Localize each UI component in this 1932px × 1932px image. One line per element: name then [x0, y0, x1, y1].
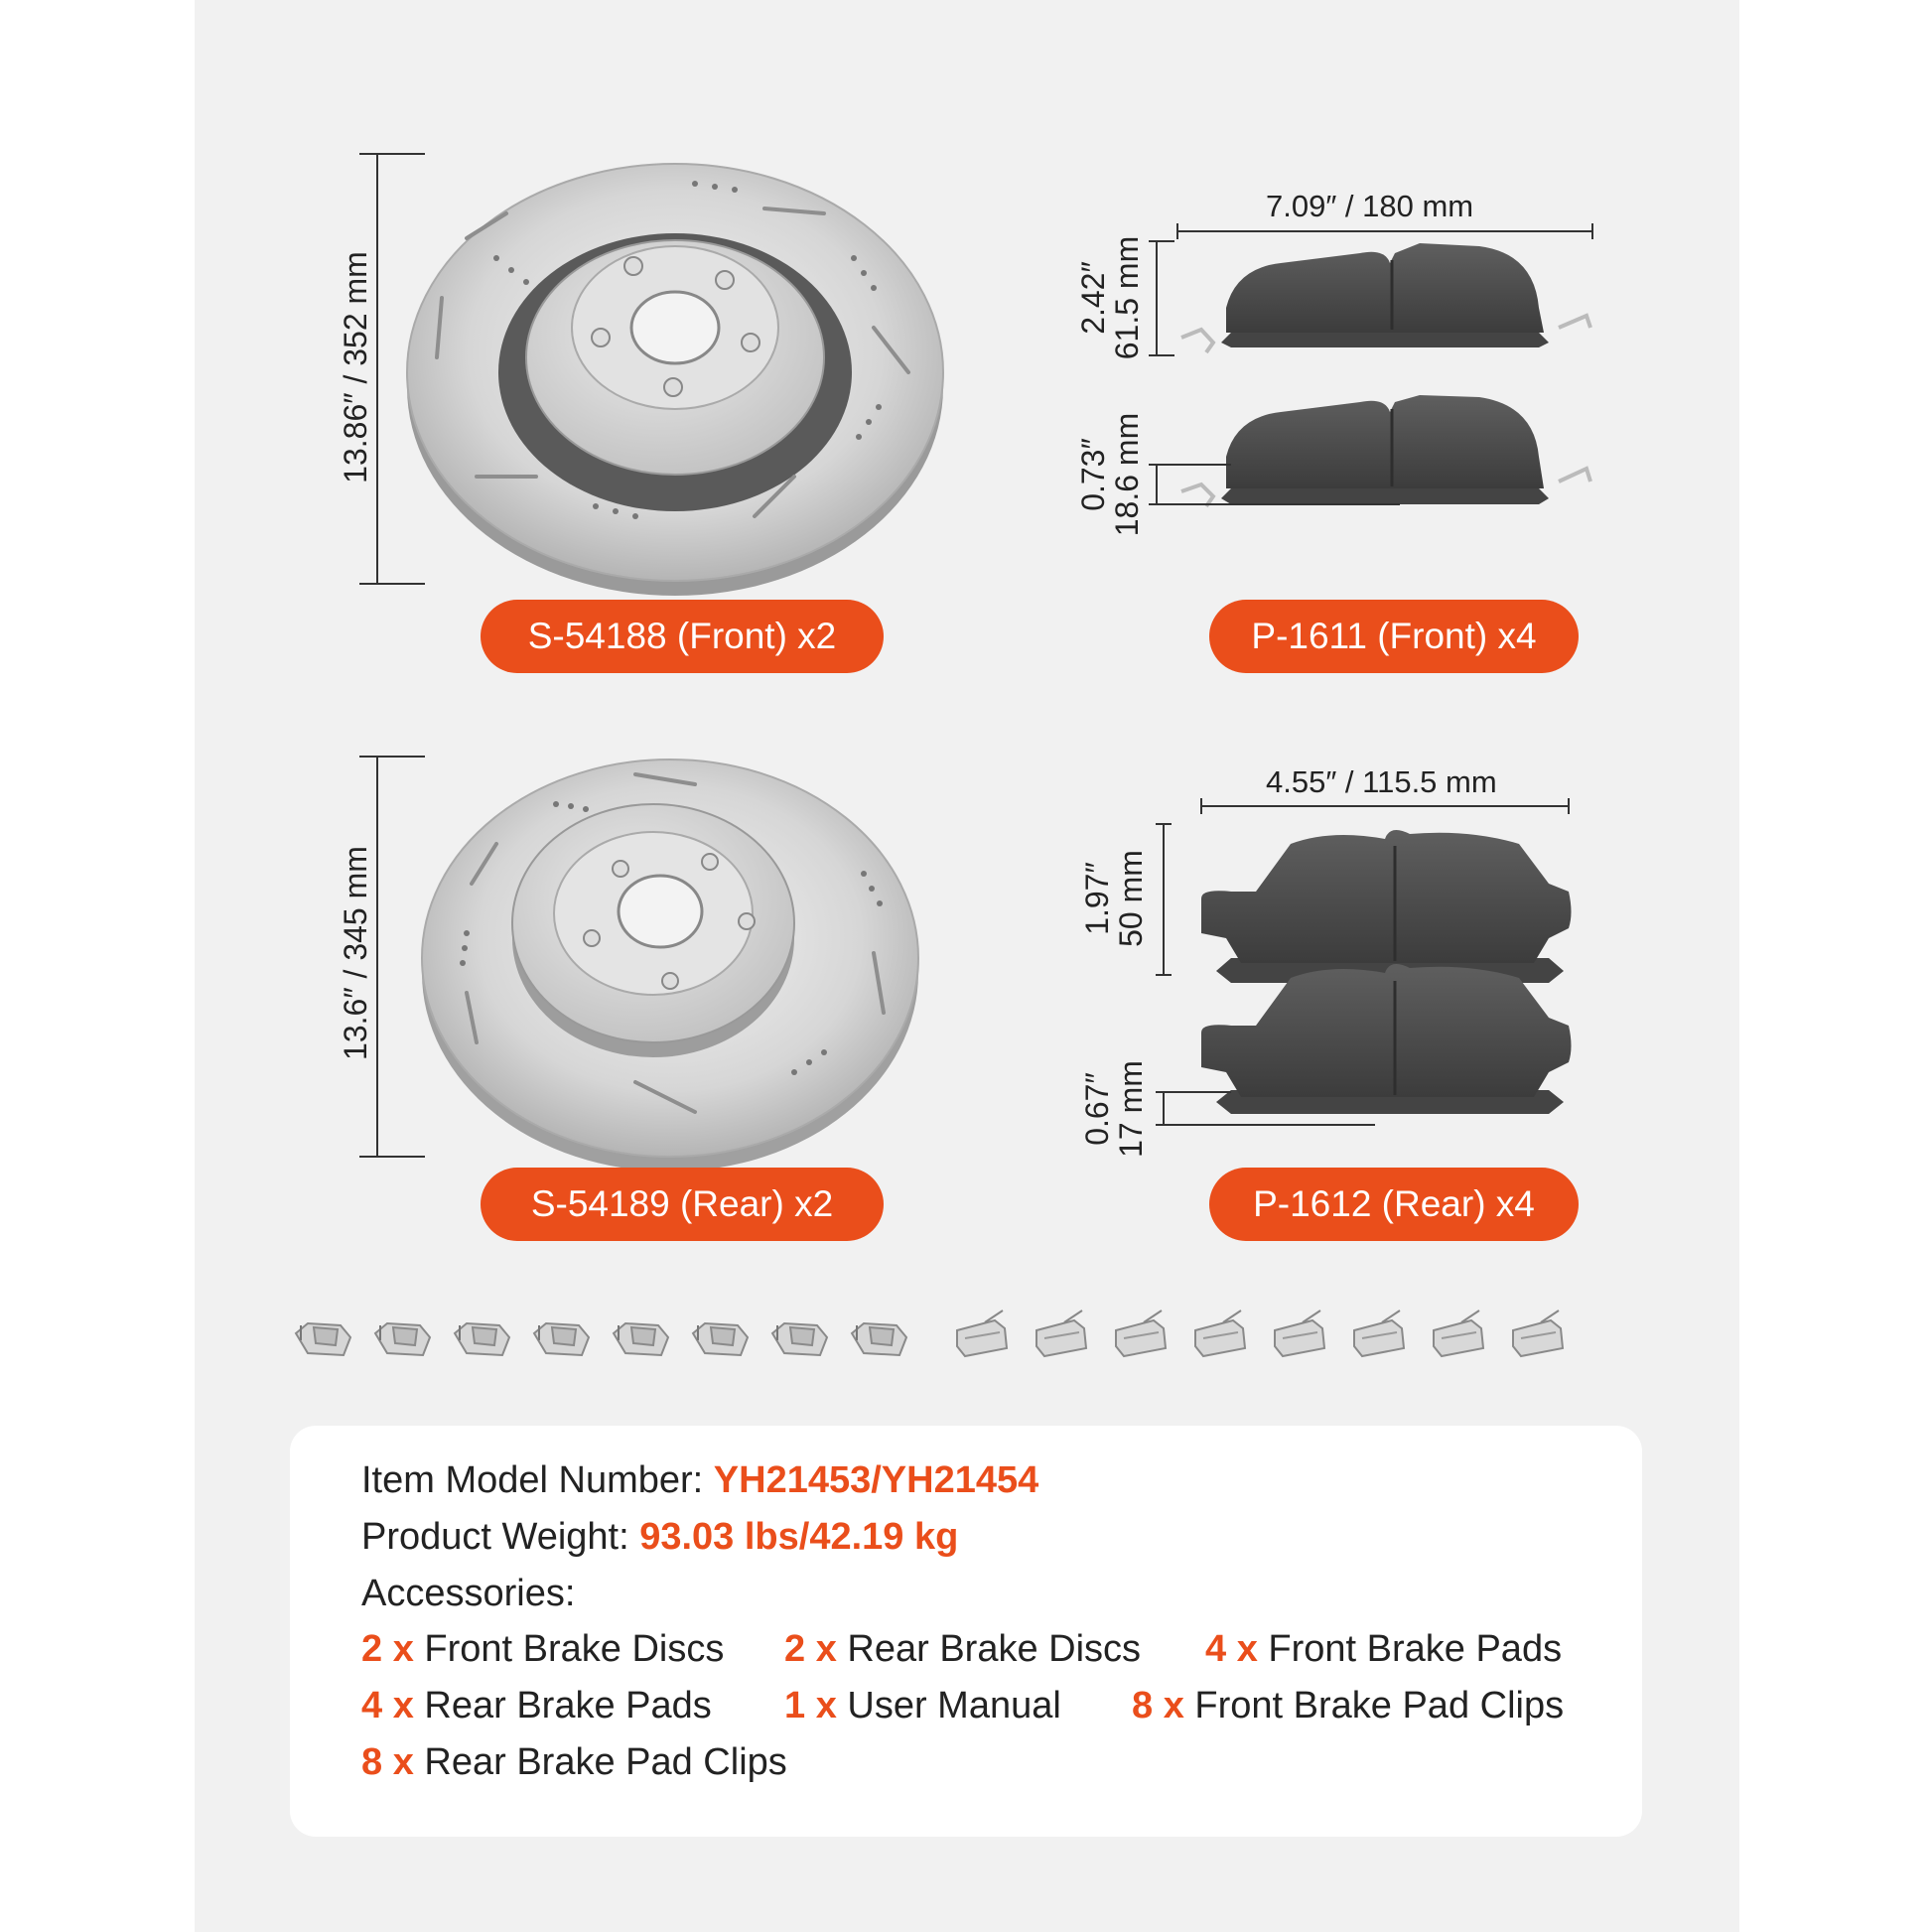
accessory-count: 2 x [361, 1628, 414, 1670]
rear-pads-image [1201, 830, 1572, 1114]
product-weight-label: Product Weight: [361, 1516, 629, 1558]
accessory-name: Front Brake Discs [424, 1628, 725, 1670]
front-pad-width-dimension: 7.09″ / 180 mm [1266, 189, 1474, 223]
accessory-name: Front Brake Pad Clips [1194, 1685, 1565, 1726]
product-weight-row [361, 1516, 958, 1559]
rear-pad-clips-image [957, 1311, 1563, 1356]
rear-disc-image [422, 759, 918, 1172]
front-pad-label: P-1611 (Front) x4 [1209, 600, 1579, 673]
accessory-count: 4 x [1205, 1628, 1258, 1670]
front-pad-thickness-dimension: 0.73″ 18.6 mm [1075, 412, 1145, 537]
accessory-item [784, 1685, 1061, 1727]
rear-disc-dimension: 13.6″ / 345 mm [338, 846, 373, 1060]
front-disc-dimension: 13.86″ / 352 mm [338, 251, 373, 483]
accessory-name: Front Brake Pads [1268, 1628, 1563, 1670]
accessory-count: 8 x [1132, 1685, 1184, 1726]
model-number-label: Item Model Number: [361, 1459, 704, 1501]
accessory-count: 8 x [361, 1741, 414, 1783]
rear-pad-height-dimension: 1.97″ 50 mm [1079, 850, 1149, 947]
front-pads-image [1181, 243, 1590, 506]
accessory-name: Rear Brake Pad Clips [424, 1741, 787, 1783]
accessory-count: 1 x [784, 1685, 837, 1726]
accessory-count: 2 x [784, 1628, 837, 1670]
accessory-count: 4 x [361, 1685, 414, 1726]
front-pad-clips-image [296, 1323, 906, 1355]
rear-pad-label: P-1612 (Rear) x4 [1209, 1168, 1579, 1241]
rear-pad-width-dimension: 4.55″ / 115.5 mm [1266, 764, 1497, 799]
accessory-name: Rear Brake Pads [424, 1685, 712, 1726]
accessory-item [361, 1685, 712, 1727]
accessory-item [1132, 1685, 1564, 1727]
accessory-item [784, 1628, 1141, 1671]
model-number-row [361, 1459, 1038, 1502]
front-pad-height-dimension: 2.42″ 61.5 mm [1075, 235, 1145, 360]
product-weight-value: 93.03 lbs/42.19 kg [639, 1516, 959, 1558]
accessory-item [361, 1741, 787, 1784]
accessory-name: User Manual [847, 1685, 1061, 1726]
accessory-name: Rear Brake Discs [847, 1628, 1142, 1670]
accessory-item [361, 1628, 724, 1671]
rear-disc-label: S-54189 (Rear) x2 [481, 1168, 884, 1241]
front-disc-image [407, 164, 943, 596]
accessory-item [1205, 1628, 1562, 1671]
accessories-heading: Accessories: [361, 1573, 576, 1614]
front-disc-label: S-54188 (Front) x2 [481, 600, 884, 673]
rear-pad-thickness-dimension: 0.67″ 17 mm [1079, 1060, 1149, 1158]
model-number-value: YH21453/YH21454 [713, 1459, 1039, 1501]
